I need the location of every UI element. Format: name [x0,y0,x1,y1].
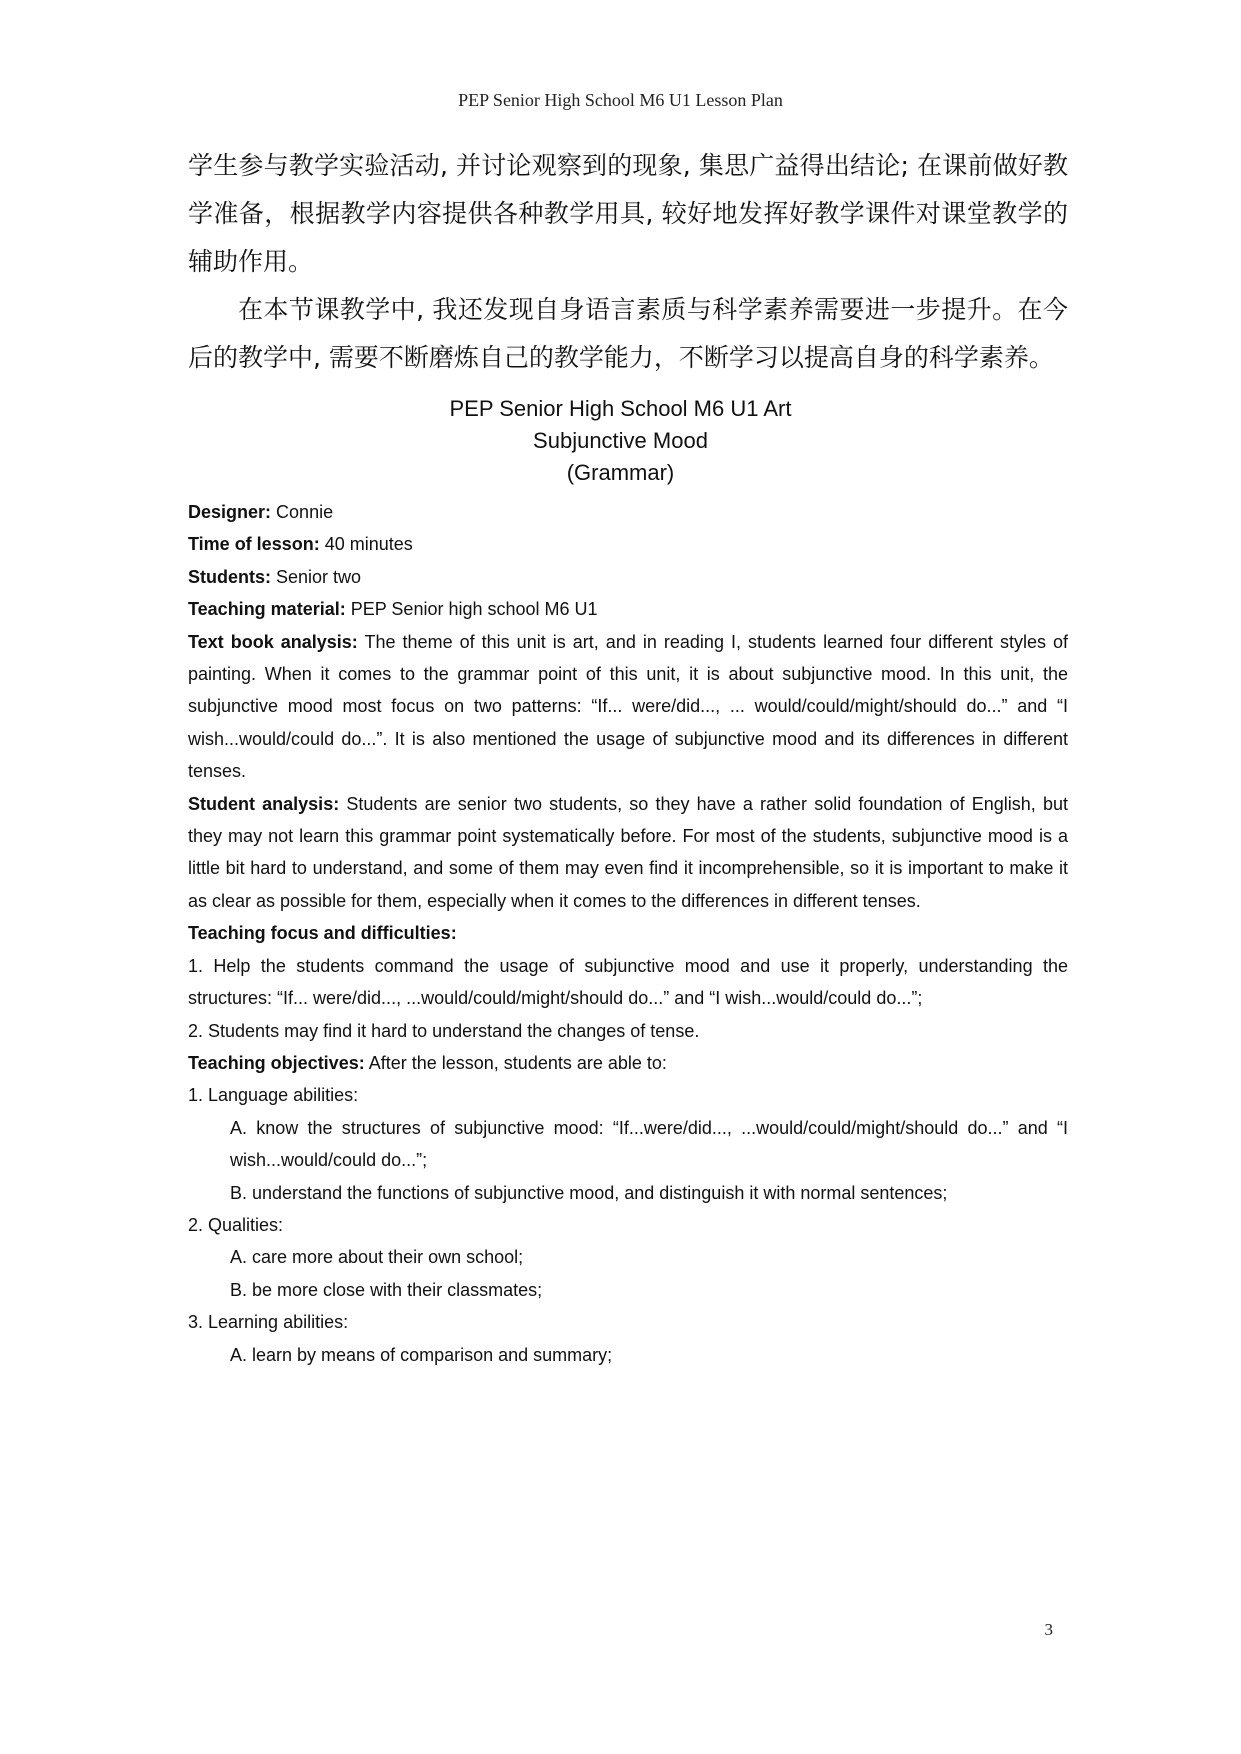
language-abilities-heading: 1. Language abilities: [188,1085,359,1106]
lesson-title: PEP Senior High School M6 U1 Art [449,396,792,421]
lesson-body [188,496,1068,1371]
lesson-type: (Grammar) [566,460,675,485]
designer-line [188,496,1068,528]
objectives-value: After the lesson, students are able to: [368,1052,667,1073]
designer-label: Designer: [188,502,272,522]
material-value: PEP Senior high school M6 U1 [350,599,598,620]
lesson-subtitle: Subjunctive Mood [533,428,708,453]
qualities-item-a: A. care more about their own school; [230,1247,524,1268]
chinese-text [188,142,1068,382]
students-label: Students: [188,566,271,587]
language-item-b: B. understand the functions of subjunctive mood, and distinguish it with normal sentences; [230,1182,948,1203]
page-number: 3 [1044,1620,1053,1639]
objectives-label: Teaching objectives: [188,1052,365,1073]
qualities-item-b: B. be more close with their classmates; [230,1279,543,1300]
student-analysis [188,788,1068,918]
learning-item-a: A. learn by means of comparison and summary; [230,1344,613,1365]
focus-heading [188,917,1068,949]
designer-value: Connie [276,502,334,522]
lesson-titles [0,393,1241,489]
textbook-value: The theme of this unit is art, and in reading I, students learned four different styles of painting. When it comes to the grammar point of this unit, it is about subjunctive mood. In this unit, the subjunctive mood most focus on two patterns: “If... were/did..., ... would/could/might/should do...” and “I wish...would/could do...”. It is also mentioned the usage of subjunctive mood and its differences in different tenses. [188,631,1069,782]
objectives-line [188,1047,1068,1079]
students-value: Senior two [276,566,362,587]
textbook-label: Text book analysis: [188,631,358,652]
running-header: PEP Senior High School M6 U1 Lesson Plan [458,90,783,110]
time-value: 40 minutes [324,534,413,555]
qualities-heading: 2. Qualities: [188,1214,284,1235]
chinese-paragraph-2: 在本节课教学中, 我还发现自身语言素质与科学素养需要进一步提升。在今后的教学中, 需要不断磨炼自己的教学能力，不断学习以提高自身的科学素养。 [188,295,1068,372]
material-label: Teaching material: [188,599,346,620]
chinese-paragraph-1: 学生参与教学实验活动, 并讨论观察到的现象, 集思广益得出结论; 在课前做好教学准备，根据教学内容提供各种教学用具, 较好地发挥好教学课件对课堂教学的辅助作用。 [188,151,1068,276]
material-line [188,593,1068,625]
time-label: Time of lesson: [188,534,320,555]
textbook-analysis [188,626,1068,788]
focus-item-1: 1. Help the students command the usage of subjunctive mood and use it properly, understanding the structures: “If... were/did..., ...would/could/might/should do...” and “I wish...would/could do...”; [188,955,1068,1009]
student-analysis-value: Students are senior two students, so they have a rather solid foundation of English, but they may not learn this grammar point systematically before. For most of the students, subjunctive mood is a little bit hard to understand, and some of them may even find it incomprehensible, so it is important to make it as clear as possible for them, especially when it comes to the differences in different tenses. [188,793,1068,911]
time-line [188,528,1068,560]
learning-abilities-heading: 3. Learning abilities: [188,1312,349,1333]
students-line [188,561,1068,593]
student-analysis-label: Student analysis: [188,793,340,814]
focus-heading-text: Teaching focus and difficulties: [188,923,457,944]
language-item-a: A. know the structures of subjunctive mood: “If...were/did..., ...would/could/might/should do...” and “I wish...would/could do...”; [230,1117,1068,1171]
focus-item-2: 2. Students may find it hard to understand the changes of tense. [188,1020,700,1041]
